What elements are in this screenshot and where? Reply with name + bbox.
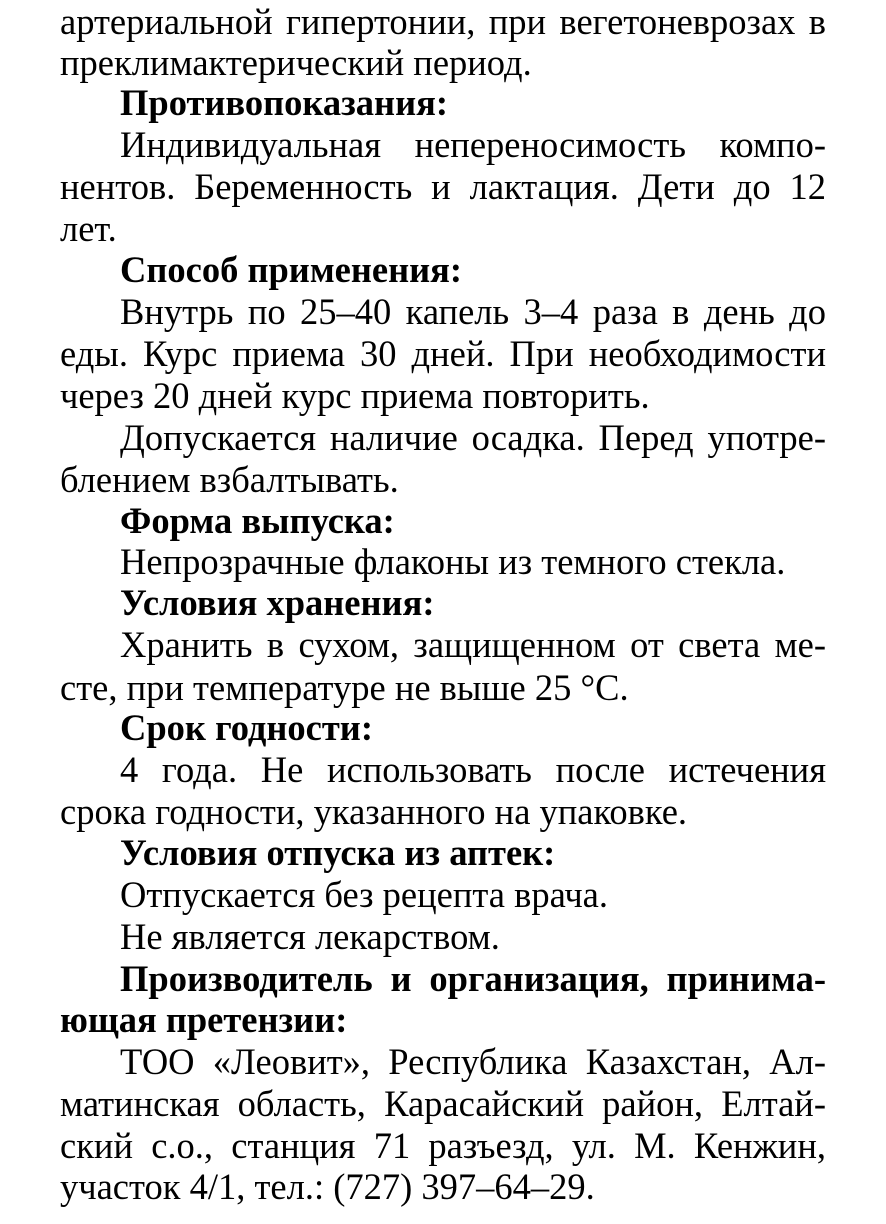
body-line: Непрозрачные флаконы из темного стекла. [120,541,786,582]
body-line: Не является лекарством. [120,916,500,957]
body-line: срока годности, указанного на упаковке. [60,791,688,832]
body-line: Внутрь по 25–40 капель 3–4 раза в день до [120,291,826,332]
body-line: артериальной гипертонии, при вегетоневрозах в [60,1,826,42]
section-heading-dispensing: Условия отпуска из аптек: [120,832,556,873]
section-heading-storage: Условия хранения: [120,582,435,623]
section-heading-manufacturer: Производитель и организация, принима- [120,958,826,999]
body-line: ский с.о., станция 71 разъезд, ул. М. Кенжин, [60,1125,826,1166]
body-line: сте, при температуре не выше 25 °С. [60,667,629,708]
body-line: блением взбалтывать. [60,459,399,500]
section-heading-usage: Способ применения: [120,249,463,290]
section-heading-contraindications: Противопоказания: [120,82,449,123]
body-line: лет. [60,208,117,249]
body-line: еды. Курс приема 30 дней. При необходимости [60,333,826,374]
body-line: Индивидуальная непереносимость компо- [120,124,826,165]
body-line: преклимактерический период. [60,42,532,83]
body-line: через 20 дней курс приема повторить. [60,375,650,416]
body-line: ТОО «Леовит», Республика Казахстан, Ал- [120,1041,826,1082]
section-heading-shelf-life: Срок годности: [120,707,373,748]
body-line: Хранить в сухом, защищенном от света ме- [120,624,826,665]
section-heading-release-form: Форма выпуска: [120,500,395,541]
body-line: Отпускается без рецепта врача. [120,874,609,915]
body-line: матинская область, Карасайский район, Елтай- [60,1083,826,1124]
body-line: 4 года. Не использовать после истечения [120,749,826,790]
body-line: Допускается наличие осадка. Перед употре- [120,417,826,458]
body-line: участок 4/1, тел.: (727) 397–64–29. [60,1166,595,1207]
section-heading-manufacturer-cont: ющая претензии: [60,999,348,1040]
body-line: нентов. Беременность и лактация. Дети до 12 [60,166,826,207]
